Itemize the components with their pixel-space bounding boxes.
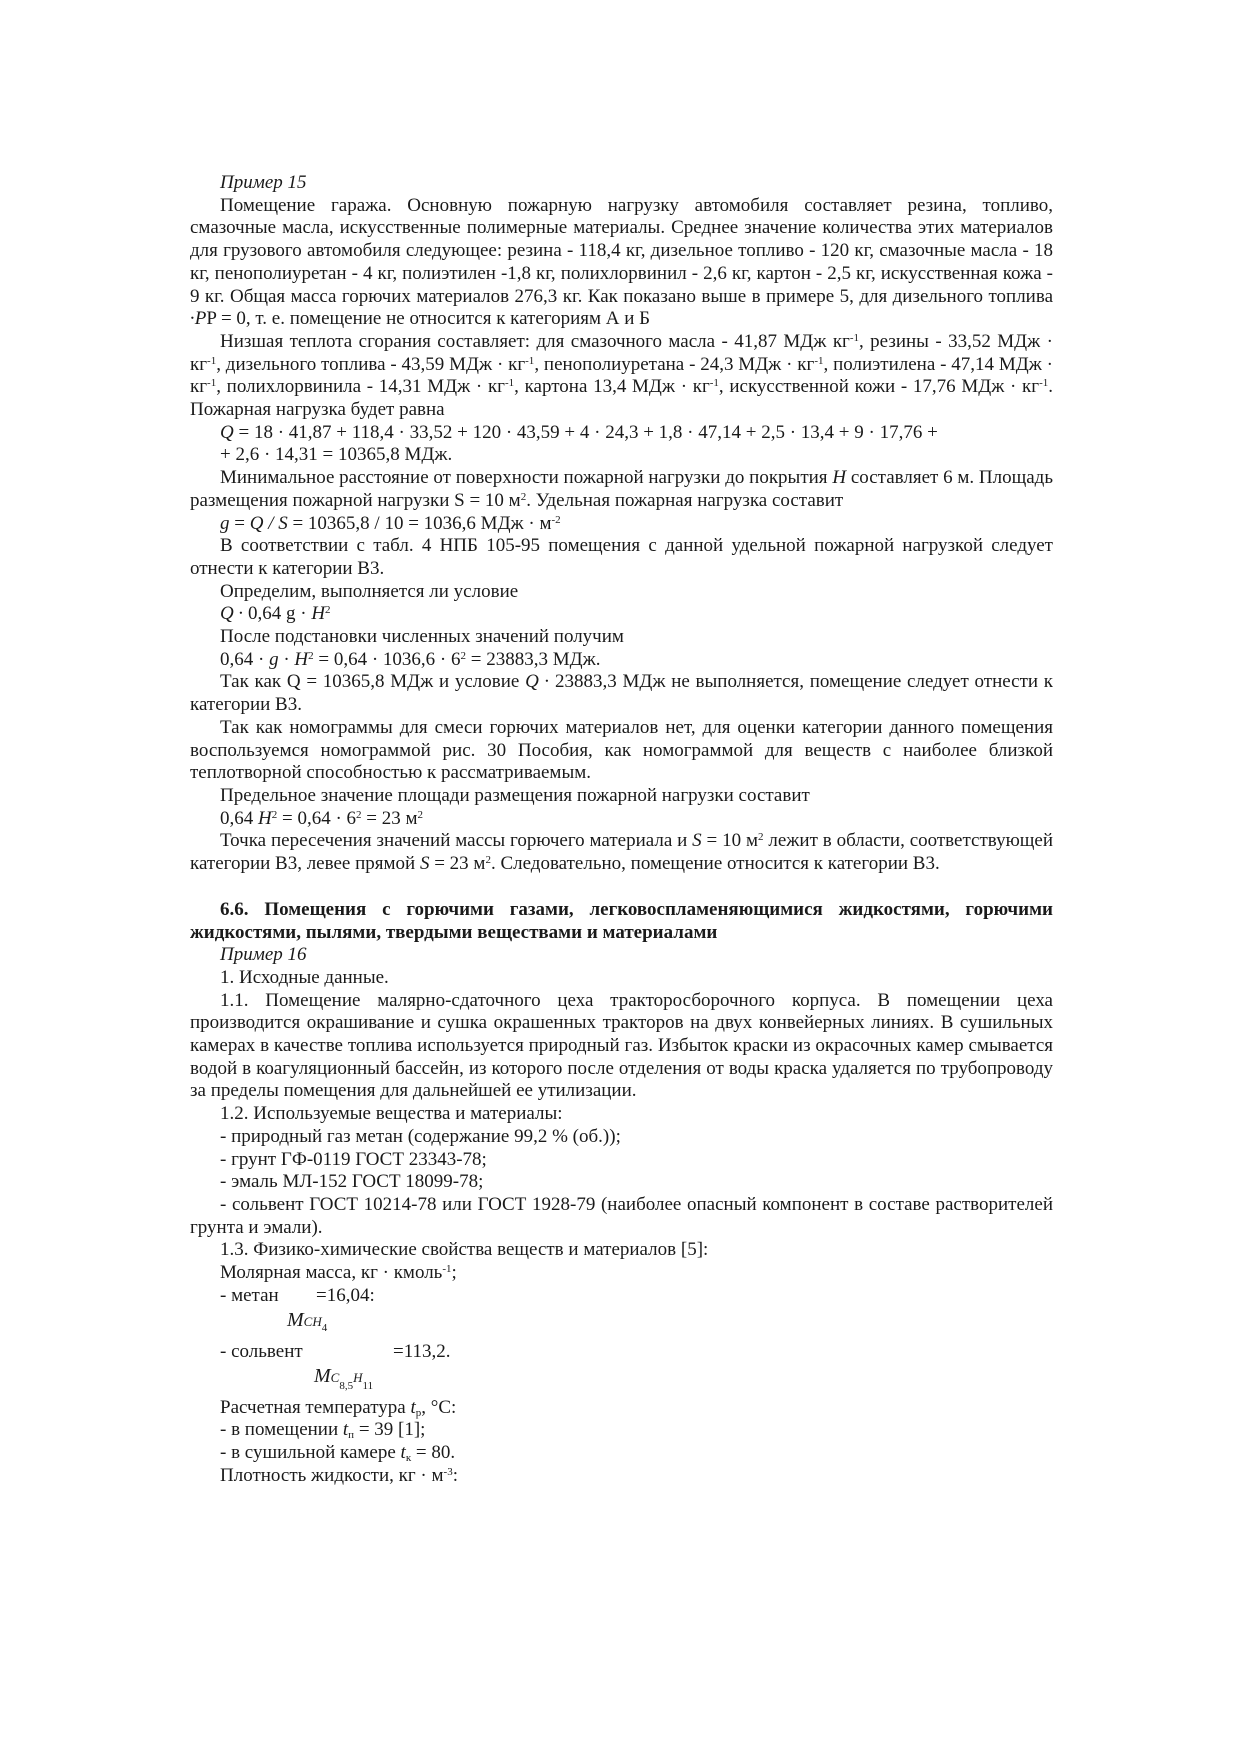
symbol-m-ch4: $MCH_4$	[287, 1308, 328, 1334]
temperature-room: - в помещении $t_п = 39$ [1];	[220, 1419, 426, 1442]
liquid-density: Плотность жидкости, кг · $м^{-3}$:	[220, 1464, 458, 1486]
item-1-2: 1.2. Используемые вещества и материалы:	[220, 1103, 563, 1125]
list-item-solvent: - сольвент ГОСТ 10214-78 или ГОСТ 1928-79 (наиболее опасный компонент в составе растворителей грунта и эмали).	[190, 1193, 1053, 1238]
formula-limit: 0,64 $H^2 = 0,64 \cdot 6^2 = 23$ $м^2$	[220, 807, 424, 829]
formula-condition: Q ∙ 0,64 $g \cdot H^2$	[220, 603, 331, 625]
example-15-heading: Пример 15	[220, 172, 307, 193]
paragraph-table4: В соответствии с табл. 4 НПБ 105-95 помещения с данной удельной пожарной нагрузкой следует отнести к категории В3.	[190, 535, 1053, 579]
molar-mass-methane: - метан =16,04: $MCH_4$	[190, 1285, 1053, 1341]
list-item-enamel: - эмаль МЛ-152 ГОСТ 18099-78;	[220, 1171, 484, 1193]
formula-substitution: $0,64 \cdot g \cdot H^2 = 0,64 \cdot 1036,6 \cdot 6^2 = 23883,3$ МДж.	[220, 648, 601, 670]
temperature-dryer: - в сушильной камере $t_к = 80$.	[220, 1442, 456, 1465]
list-item-primer: - грунт ГФ-0119 ГОСТ 23343-78;	[220, 1148, 487, 1170]
paragraph-substitution: После подстановки численных значений получим	[220, 626, 624, 648]
paragraph-conclusion: Так как Q = 10365,8 МДж и условие Q ∙ 23883,3 МДж не выполняется, помещение следует отнести к категории В3.	[190, 671, 1054, 716]
item-1-3: 1.3. Физико-химические свойства веществ и материалов [5]:	[220, 1239, 709, 1261]
design-temperature: Расчетная температура $t_р$, °С:	[220, 1396, 457, 1419]
paragraph-heat: Низшая теплота сгорания составляет: для смазочного масла - 41,87 МДж $кг^{-1}$, резины - 33,52 МДж · $кг^{-1}$, дизельного топлива - 43,59 МДж · $кг^{-1}$, пенополиуретана - 24,3 МДж · $кг^{-1}$, полиэтилена - 47,14 МДж · $кг^{-1}$, полихлорвинила - 14,31 МДж · $кг^{-1}$, картона 13,4 МДж · $кг^{-1}$, искусственной кожи - 17,76 МДж · $кг^{-1}$. Пожарная нагрузка будет равна	[190, 330, 1053, 421]
formula-q: Q = 18 · 41,87 + 118,4 · 33,52 + 120 · 43,59 + 4 · 24,3 + 1,8 · 47,14 + 2,5 · 13,4 + 9 · 17,76 +	[220, 421, 938, 443]
list-item-methane: - природный газ метан (содержание 99,2 % (об.));	[220, 1125, 621, 1147]
paragraph-distance: Минимальное расстояние от поверхности пожарной нагрузки до покрытия H составляет 6 м. Площадь размещения пожарной нагрузки S = 10 $м^2$. Удельная пожарная нагрузка составит	[190, 467, 1053, 511]
formula-q-cont: + 2,6 · 14,31 = 10365,8 МДж.	[220, 444, 453, 466]
document-page	[190, 172, 1053, 1488]
bullet-glyph: ∙	[190, 308, 195, 330]
item-1: 1. Исходные данные.	[220, 966, 389, 988]
paragraph-nomogram: Так как номограммы для смеси горючих материалов нет, для оценки категории данного помещения воспользуемся номограммой рис. 30 Пособия, как номограммой для веществ с наиболее близкой теплотворной способностью к рассматриваемым.	[190, 716, 1053, 784]
paragraph-intersection: Точка пересечения значений массы горючего материала и S = 10 $м^2$ лежит в области, соответствующей категории В3, левее прямой S = 23 $м^2$. Следовательно, помещение относится к категории В3.	[190, 830, 1053, 875]
paragraph-limit: Предельное значение площади размещения пожарной нагрузки составит	[220, 784, 810, 806]
formula-g: g = Q / S = 10365,8 / 10 = 1036,6 МДж · $м^{-2}$	[220, 512, 561, 534]
example-16-heading: Пример 16	[220, 944, 307, 966]
section-heading-6-6: 6.6. Помещения с горючими газами, легковоспламеняющимися жидкостями, горючими жидкостями, пылями, твердыми веществами и материалами	[190, 898, 1053, 943]
molar-mass-heading: Молярная масса, кг · кмоль$^{-1}$;	[220, 1262, 457, 1284]
symbol-m-c8h11: $MC_{8,5}H_{11}$	[314, 1364, 374, 1392]
molar-mass-solvent: - сольвент =113,2. $MC_{8,5}H_{11}$	[190, 1341, 1053, 1397]
paragraph-garage: Помещение гаража. Основную пожарную нагрузку автомобиля составляет резина, топливо, смазочные масла, искусственные полимерные материалы. Среднее значение количества этих материалов для грузового автомобиля следующее: резина - 118,4 кг, дизельное топливо - 120 кг, смазочные масла - 18 кг, пенополиуретан - 4 кг, полиэтилен -1,8 кг, полихлорвинил - 2,6 кг, картон - 2,5 кг, искусственная кожа - 9 кг. Общая масса горючих материалов 276,3 кг. Как показано выше в примере 5, для дизельного топлива ∙PP = 0, т. е. помещение не относится к категориям А и Б	[190, 194, 1053, 330]
paragraph-condition: Определим, выполняется ли условие	[220, 580, 519, 602]
item-1-1: 1.1. Помещение малярно-сдаточного цеха тракторосборочного корпуса. В помещении цеха производится окрашивание и сушка окрашенных тракторов на двух конвейерных линиях. В сушильных камерах в качестве топлива используется природный газ. Избыток краски из окрасочных камер смывается водой в коагуляционный бассейн, из которого после отделения от воды краска удаляется по трубопроводу за пределы помещения для дальнейшей ее утилизации.	[190, 989, 1053, 1102]
